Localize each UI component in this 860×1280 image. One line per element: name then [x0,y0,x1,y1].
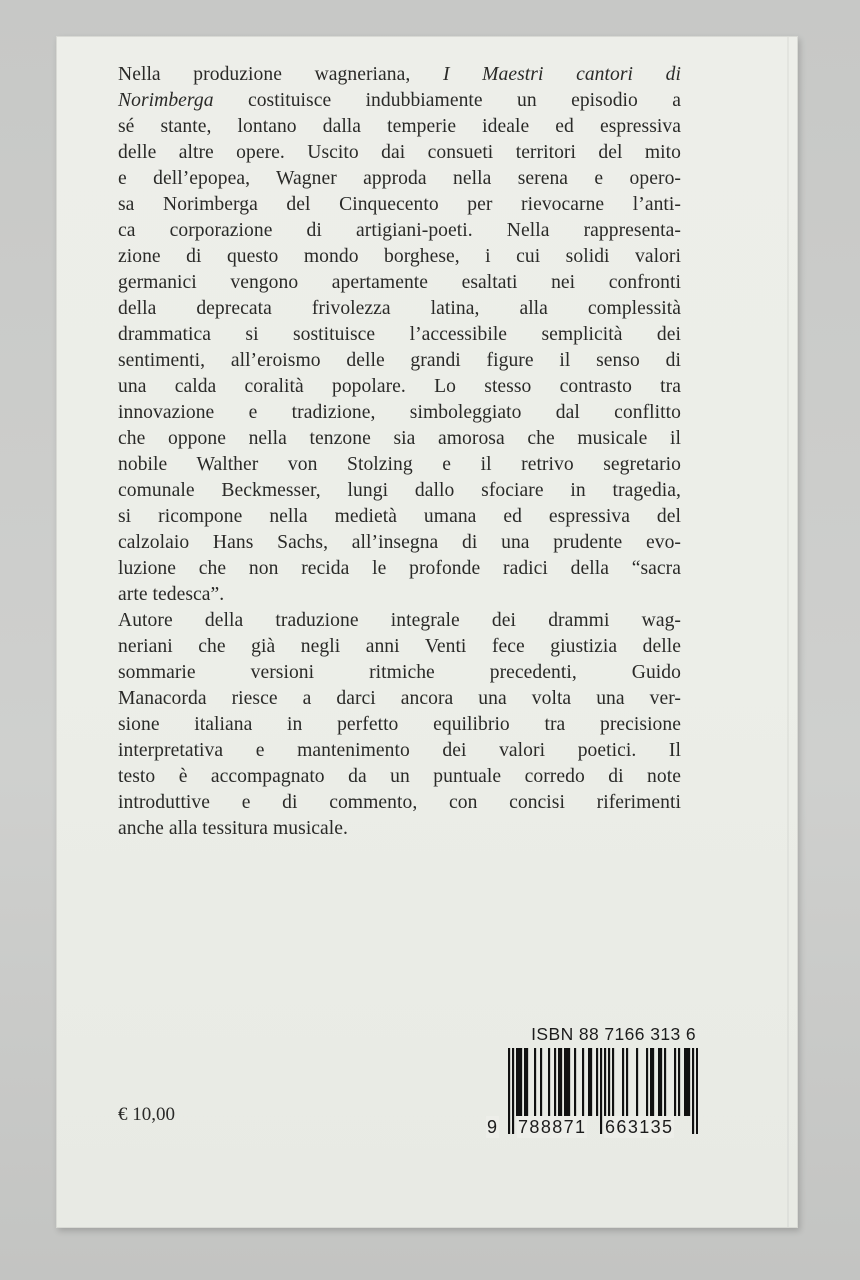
title-italic: Norimberga [118,90,214,111]
barcode-bar [520,1048,522,1116]
barcode-bar [612,1048,614,1116]
blurb-line: ca corporazione di artigiani-poeti. Nella rappresenta- [118,220,681,241]
blurb-paragraph-1 [118,62,681,608]
barcode-bar [582,1048,584,1116]
blurb-line: si ricompone nella medietà umana ed espressiva del [118,506,681,527]
blurb-paragraph-2 [118,608,681,842]
blurb-line: neriani che già negli anni Venti fece giustizia delle [118,636,681,657]
isbn-label: ISBN 88 7166 313 6 [531,1024,696,1044]
blurb-line: che oppone nella tenzone sia amorosa che musicale il [118,428,681,449]
line-text: costituisce indubbiamente un episodio a [213,90,681,111]
blurb-line: germanici vengono apertamente esaltati nei confronti [118,272,681,293]
blurb-text [118,62,681,842]
barcode-bar [626,1048,628,1116]
blurb-line [118,88,681,114]
barcode-bar [558,1048,560,1116]
barcode-bar [548,1048,550,1116]
blurb-line: sé stante, lontano dalla temperie ideale ed espressiva [118,116,681,137]
blurb-line: comunale Beckmesser, lungi dallo sfociare in tragedia, [118,480,681,501]
blurb-line: drammatica si sostituisce l’accessibile semplicità dei [118,324,681,345]
blurb-line: testo è accompagnato da un puntuale corredo di note [118,766,681,787]
line-text: Nella produzione wagneriana, [118,64,443,85]
blurb-line: sentimenti, all’eroismo delle grandi figure il senso di [118,350,681,371]
blurb-line: e dell’epopea, Wagner approda nella serena e opero- [118,168,681,189]
blurb-line: Manacorda riesce a darci ancora una volta una ver- [118,688,681,709]
blurb-line: arte tedesca”. [118,584,225,605]
barcode-bar [590,1048,592,1116]
blurb-line: nobile Walther von Stolzing e il retrivo segretario [118,454,681,475]
blurb-line: introduttive e di commento, con concisi riferimenti [118,792,681,813]
barcode-bar [568,1048,570,1116]
barcode-digit-group-right: 663135 [605,1117,674,1137]
blurb-line: innovazione e tradizione, simboleggiato dal conflitto [118,402,681,423]
blurb-line [118,62,681,88]
barcode-bar [646,1048,648,1116]
blurb-line: luzione che non recida le profonde radici della “sacra [118,558,681,579]
barcode-digit-prefix: 9 [487,1117,499,1137]
barcode-bar [608,1048,610,1116]
barcode-digit-group-left: 788871 [518,1117,587,1137]
barcode-bar [688,1048,690,1116]
barcode-bar [674,1048,676,1116]
barcode-bar [660,1048,662,1116]
barcode-bar [554,1048,556,1116]
blurb-line: sa Norimberga del Cinquecento per rievocarne l’anti- [118,194,681,215]
barcode-bar [526,1048,528,1116]
blurb-line: una calda coralità popolare. Lo stesso contrasto tra [118,376,681,397]
blurb-line: zione di questo mondo borghese, i cui solidi valori [118,246,681,267]
barcode-bar [678,1048,680,1116]
title-italic: I Maestri cantori di [442,64,681,85]
blurb-line: interpretativa e mantenimento dei valori poetici. Il [118,740,681,761]
barcode-bar [540,1048,542,1116]
barcode-bar [588,1048,590,1116]
blurb-line: anche alla tessitura musicale. [118,818,348,839]
blurb-line: sommarie versioni ritmiche precedenti, Guido [118,662,681,683]
barcode-bar [560,1048,562,1116]
blurb-line: della deprecata frivolezza latina, alla complessità [118,298,681,319]
blurb-line: delle altre opere. Uscito dai consueti territori del mito [118,142,681,163]
barcode-bar [564,1048,566,1116]
barcode-bar [516,1048,518,1116]
barcode-bar [566,1048,568,1116]
barcode-bar [574,1048,576,1116]
barcode-bar [658,1048,660,1116]
price-label: € 10,00 [118,1104,175,1125]
barcode-bar [684,1048,686,1116]
barcode-bar [524,1048,526,1116]
barcode-bar [652,1048,654,1116]
barcode-bar [686,1048,688,1116]
barcode-bar [534,1048,536,1116]
blurb-line: sione italiana in perfetto equilibrio tra precisione [118,714,681,735]
blurb-line: Autore della traduzione integrale dei drammi wag- [118,610,681,631]
blurb-line: calzolaio Hans Sachs, all’insegna di una prudente evo- [118,532,681,553]
barcode-bar [650,1048,652,1116]
barcode-bar [622,1048,624,1116]
barcode-bar [664,1048,666,1116]
barcode-bar [596,1048,598,1116]
barcode-bar [636,1048,638,1116]
barcode-digits [486,1116,700,1142]
barcode-bar [518,1048,520,1116]
